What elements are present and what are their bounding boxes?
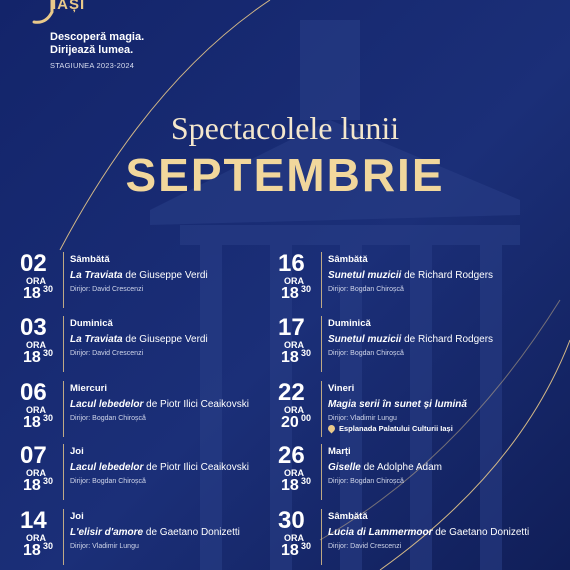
event-composer: de Richard Rodgers (401, 334, 494, 345)
tagline-line1: Descoperă magia. (50, 31, 145, 43)
tagline (50, 31, 144, 57)
event-hour: 18 (23, 285, 41, 302)
event-item (20, 509, 290, 569)
season-label: STAGIUNEA 2023-2024 (50, 61, 135, 70)
event-item (278, 381, 548, 441)
event-composer: de Giuseppe Verdi (122, 334, 208, 345)
event-item (20, 316, 290, 376)
event-title (328, 527, 529, 538)
event-conductor: Dirijor: Vladimir Lungu (328, 415, 397, 422)
event-conductor: Dirijor: Vladimir Lungu (70, 543, 139, 550)
event-location (328, 424, 453, 433)
event-work-title: La Traviata (70, 334, 123, 345)
brand-name: IAȘI (52, 0, 86, 13)
event-day: 03 (20, 314, 47, 341)
event-day: 22 (278, 379, 305, 406)
event-composer: de Giuseppe Verdi (122, 270, 208, 281)
event-item (278, 509, 548, 569)
event-divider (63, 252, 64, 308)
event-day: 06 (20, 379, 47, 406)
event-time-label: ORA (26, 468, 46, 478)
event-time-label: ORA (26, 276, 46, 286)
event-time-label: ORA (284, 405, 304, 415)
event-title (70, 334, 208, 345)
event-title (328, 399, 467, 410)
event-weekday: Joi (70, 446, 84, 457)
event-divider (321, 316, 322, 372)
event-minute: 00 (301, 413, 312, 423)
event-time-label: ORA (284, 340, 304, 350)
event-composer: de Piotr Ilici Ceaikovski (143, 399, 249, 410)
event-conductor: Dirijor: Bogdan Chiroșcă (70, 478, 146, 485)
event-conductor: Dirijor: Bogdan Chiroșcă (328, 350, 404, 357)
event-time-label: ORA (26, 405, 46, 415)
event-item (20, 381, 290, 441)
event-day: 30 (278, 507, 305, 534)
event-divider (63, 509, 64, 565)
event-item (278, 252, 548, 312)
event-work-title: Sunetul muzicii (328, 270, 402, 281)
event-day: 14 (20, 507, 47, 534)
event-hour: 18 (281, 542, 299, 559)
event-item (20, 444, 290, 504)
event-work-title: Giselle (328, 462, 361, 473)
event-day: 26 (278, 442, 305, 469)
event-work-title: L'elisir d'amore (70, 527, 144, 538)
event-minute: 30 (43, 476, 54, 486)
event-work-title: Lucia di Lammermoor (328, 527, 433, 538)
event-work-title: Magia serii în sunet și lumină (328, 399, 467, 410)
event-weekday: Miercuri (70, 383, 107, 394)
event-day: 16 (278, 250, 305, 277)
event-hour: 18 (23, 477, 41, 494)
event-composer: de Piotr Ilici Ceaikovski (143, 462, 249, 473)
event-divider (63, 381, 64, 437)
event-time-label: ORA (284, 276, 304, 286)
event-work-title: Lacul lebedelor (70, 462, 144, 473)
event-minute: 30 (43, 541, 54, 551)
event-divider (321, 444, 322, 500)
event-conductor: Dirijor: David Crescenzi (70, 286, 144, 293)
event-composer: de Richard Rodgers (401, 270, 494, 281)
event-weekday: Duminică (70, 318, 113, 329)
event-weekday: Sâmbătă (328, 511, 368, 522)
event-title (70, 399, 249, 410)
event-title (328, 462, 442, 473)
event-conductor: Dirijor: David Crescenzi (328, 543, 402, 550)
event-work-title: La Traviata (70, 270, 123, 281)
event-hour: 18 (281, 477, 299, 494)
event-hour: 18 (23, 542, 41, 559)
event-weekday: Sâmbătă (70, 254, 110, 265)
event-hour: 18 (23, 349, 41, 366)
event-conductor: Dirijor: Bogdan Chiroșcă (328, 286, 404, 293)
event-weekday: Marți (328, 446, 351, 457)
event-divider (63, 444, 64, 500)
event-title (70, 270, 208, 281)
location-pin-icon (327, 424, 337, 434)
event-minute: 30 (301, 284, 312, 294)
event-conductor: Dirijor: David Crescenzi (70, 350, 144, 357)
event-item (20, 252, 290, 312)
event-time-label: ORA (284, 468, 304, 478)
event-composer: de Gaetano Donizetti (432, 527, 530, 538)
event-weekday: Duminică (328, 318, 371, 329)
event-divider (321, 509, 322, 565)
page-title-month: SEPTEMBRIE (125, 149, 445, 201)
event-conductor: Dirijor: Bogdan Chiroșcă (70, 415, 146, 422)
event-weekday: Vineri (328, 383, 355, 394)
event-hour: 18 (23, 414, 41, 431)
event-hour: 18 (281, 349, 299, 366)
event-item (278, 316, 548, 376)
event-time-label: ORA (284, 533, 304, 543)
event-divider (321, 252, 322, 308)
event-minute: 30 (301, 348, 312, 358)
event-minute: 30 (43, 284, 54, 294)
event-minute: 30 (301, 541, 312, 551)
event-hour: 18 (281, 285, 299, 302)
event-title (70, 527, 240, 538)
event-time-label: ORA (26, 533, 46, 543)
event-title (328, 334, 493, 345)
event-day: 02 (20, 250, 47, 277)
event-weekday: Joi (70, 511, 84, 522)
event-time-label: ORA (26, 340, 46, 350)
event-work-title: Lacul lebedelor (70, 399, 144, 410)
event-minute: 30 (43, 413, 54, 423)
event-work-title: Sunetul muzicii (328, 334, 402, 345)
event-item (278, 444, 548, 504)
event-day: 07 (20, 442, 47, 469)
event-composer: de Gaetano Donizetti (143, 527, 240, 538)
event-day: 17 (278, 314, 305, 341)
event-title (328, 270, 493, 281)
event-divider (321, 381, 322, 437)
event-location-text: Esplanada Palatului Culturii Iași (339, 424, 453, 433)
event-divider (63, 316, 64, 372)
event-composer: de Adolphe Adam (360, 462, 442, 473)
event-conductor: Dirijor: Bogdan Chiroșcă (328, 478, 404, 485)
page-title-line1: Spectacolele lunii (170, 110, 400, 146)
event-minute: 30 (43, 348, 54, 358)
event-title (70, 462, 249, 473)
tagline-line2: Dirijează lumea. (50, 44, 134, 56)
event-weekday: Sâmbătă (328, 254, 368, 265)
event-hour: 20 (281, 414, 299, 431)
event-minute: 30 (301, 476, 312, 486)
